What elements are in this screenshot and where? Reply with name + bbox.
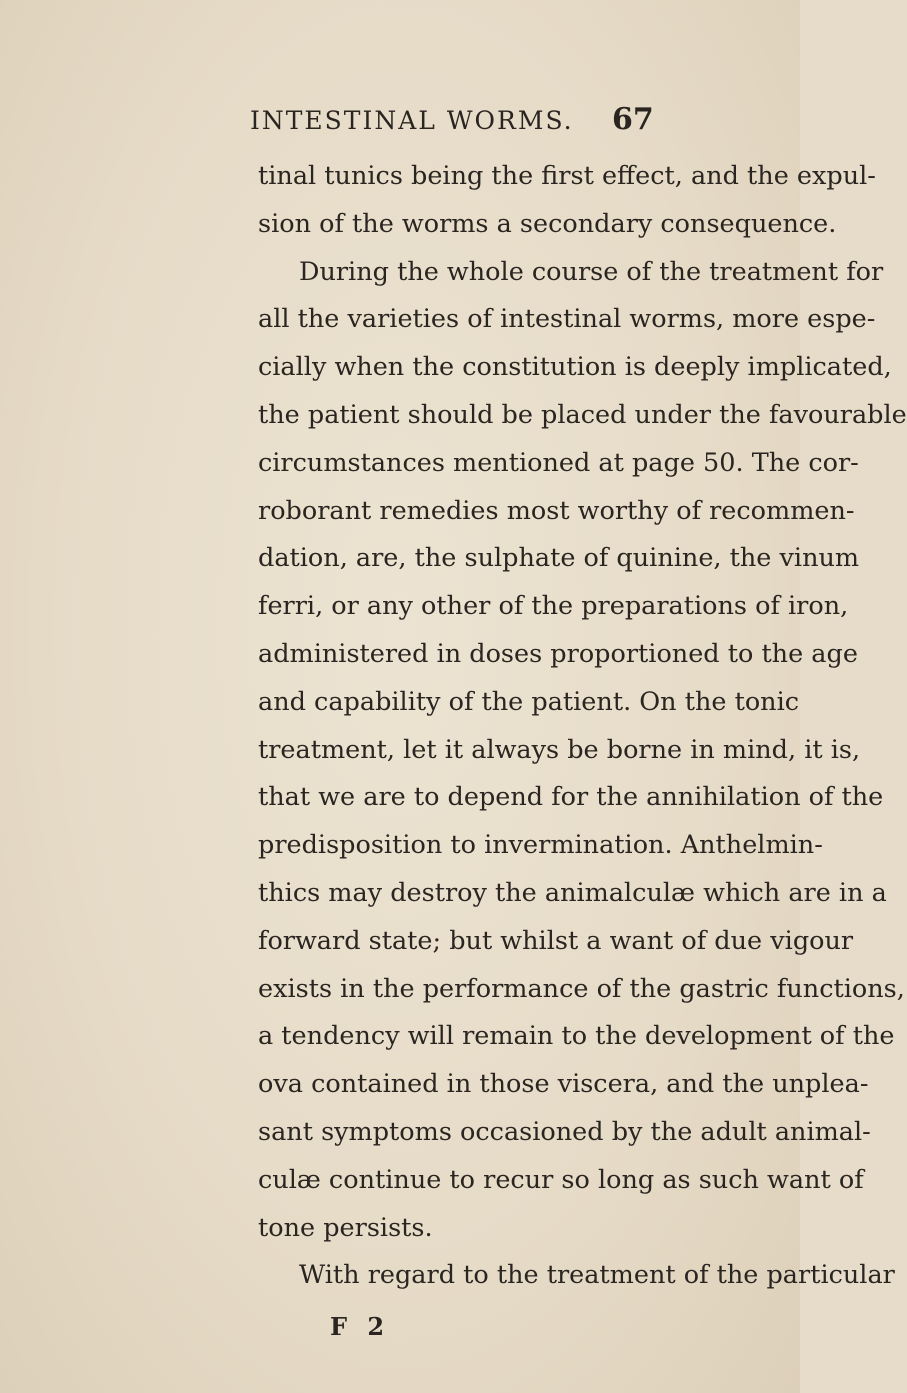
text-line: cially when the constitution is deeply implicated, (258, 352, 892, 382)
text-line: tinal tunics being the first effect, and the expul- (258, 161, 876, 191)
signature-mark: F 2 (330, 1312, 391, 1341)
text-line: dation, are, the sulphate of quinine, the vinum (258, 543, 860, 573)
text-line: culæ continue to recur so long as such want of (258, 1165, 864, 1195)
page-number: 67 (612, 102, 654, 137)
text-line: the patient should be placed under the favourable (258, 400, 907, 430)
text-line: exists in the performance of the gastric functions, (258, 974, 905, 1004)
text-line: and capability of the patient. On the tonic (258, 687, 800, 717)
text-line: treatment, let it always be borne in mind, it is, (258, 735, 861, 765)
running-head (0, 102, 800, 142)
text-line: all the varieties of intestinal worms, more espe- (258, 304, 876, 334)
text-line: roborant remedies most worthy of recommen- (258, 496, 855, 526)
running-title: INTESTINAL WORMS. (250, 106, 574, 135)
text-line: that we are to depend for the annihilation of the (258, 782, 884, 812)
text-line: a tendency will remain to the development of the (258, 1021, 895, 1051)
text-line: sion of the worms a secondary consequence. (258, 209, 837, 239)
text-line: predisposition to invermination. Anthelmin- (258, 830, 823, 860)
text-line: With regard to the treatment of the particular (299, 1260, 895, 1290)
text-line: forward state; but whilst a want of due vigour (258, 926, 854, 956)
text-line: administered in doses proportioned to the age (258, 639, 858, 669)
text-line: tone persists. (258, 1213, 433, 1243)
text-line: sant symptoms occasioned by the adult animal- (258, 1117, 871, 1147)
text-line: ferri, or any other of the preparations of iron, (258, 591, 849, 621)
text-line: thics may destroy the animalculæ which are in a (258, 878, 887, 908)
text-line: During the whole course of the treatment for (299, 257, 884, 287)
text-line: ova contained in those viscera, and the unplea- (258, 1069, 869, 1099)
text-line: circumstances mentioned at page 50. The cor- (258, 448, 859, 478)
